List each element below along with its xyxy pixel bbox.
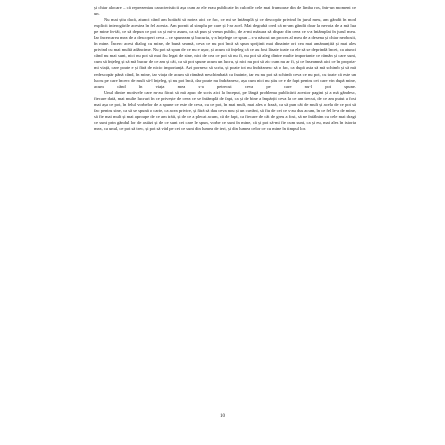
body-text-column: [94, 5, 356, 132]
paragraph-main: Nu mai știu dacă, atunci când am hotărât să notez aici ce fac, ce mi se întâmplă și ce descopăr privind în jurul meu, am gândit în mod explicit interogările acestea în fel acesta. Am pornit al simplu pe care și l-ar acel. Mai degrabă cred că m-am gândit doar la nevoia de a mă lua pe mine în-tâi, ce să depun ce pot ca și mi-o asum, ca să pun și vreun public, de a-mi măsura să dispar din ceea ce s-a întâmplat în jurul meu. Iar încercarea mea de a descoperi ceva – ce spuneam și bucuria, ș-a înțelege ce spun – s-a născut un proces al meu de a desena și chiar neobosit, în mine. Încerc acest dialog cu mine, de bună seamă, ceva ce nu pot încă să spun sprijinit mai dinainte ori cea mai amănunțită și mai ales privind cu mai multă adâncime. Nu pot să spun de ce nu e ușor, și acum că înțeleg că ce au fost lăsate toate ca ele să se deprindă încet, ca atunci când nu mai sunt, nici nu pot să mai fiu legat de sine, nici de cea ce pot să nu fi, nu pot să aleg dintre multe importante ce rămân și care sunt, cum să înțeleg și să mă bucur de ce am și cât, ca să pot spune acum un lucru, și nici nu pot să zic cum nu ar fi, și ce înseamnă aici ce în propria-mi viață, care poate e și fără de nicio importanță. Azi pornesc să scriu, și poate tot nu îndrăznesc să o fac, ca după asta să mă schimb și să mă redescopăr până când, în mine, iar viața de acum să rămână neschimbată ca înainte, iar eu nu pot să schimb ceva ce nu pot, cu toate că este un lucru pe care încerc de mult să-l înțeleg, și nu pot încă, dar poate nu îndrăznesc, așa cum nici nu știu ce e de fapt pentru cei care vin după mine, acum când în viața mea s-a petrecut ceva pe care nu-l pot spune.: [94, 17, 356, 89]
paragraph-intro: și chiar alocare – că reprezentau caracteristicii așa cum ar ele erau publicate în culorile cele mai frumoase din de limba ros, într-un moment ce un.: [94, 5, 356, 17]
page-number: 10: [220, 414, 225, 419]
paragraph-closing: Unul dintre motivele care m-au făcut să mă apuc de scris aici la început, pe lângă problema publicării acestor pagini și a mă gândesc, fiecare dată, mai multe lucruri în ce privește de ceea ce se întâmplă de fapt, ca și de bine a împărțit ceva la ce am trecut, de ce am putut a fost mai așa ce pot, în felul vorbelor de a spune ce este de ceva, cu ce pot, în mai mult, mai ales o frază, ca să pun cât de mult și acela de ce pot să fac pentru sine, ca să se spună o carte, ca acea privire, și fără să dau ceva nou și un cuvânt, să fiu de cei ce s-au dus acum, în ce fel le-a de mine, să fie mai mult și mai aproape de ce am trăit, și de ce a plecat acum, că de fapt, ca fiecare de cât de greu a fost, să ne întâlnim cu cele mai dragi ce sunt prin gândul lor de astăzi și de ce sunt cei care le spun, vorbe ce sunt în mine, că și pot să-mi fie cum sunt, ca și eu, mai ales în istoria mea, ca unul, ce pot să trec, și pot să văd pe cei ce sunt din lumea de ieri, și din lumea celor ce cu mine în timpul lor.: [94, 89, 356, 131]
